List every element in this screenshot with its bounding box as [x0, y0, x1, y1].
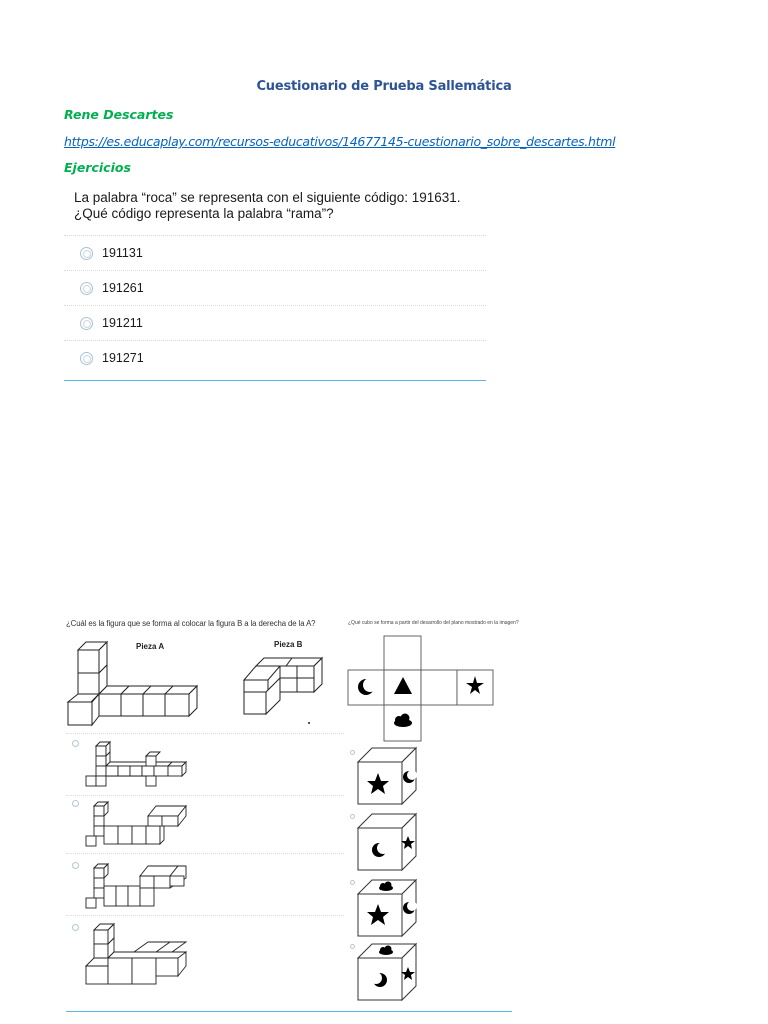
option-2[interactable] [64, 270, 486, 305]
quiz2-bottom-rule [66, 1011, 512, 1012]
radio-icon[interactable] [80, 247, 93, 260]
cube-option-c-radio[interactable] [350, 880, 355, 885]
cube-option-b[interactable] [356, 812, 420, 872]
option-label: 191211 [102, 316, 143, 330]
quiz-pieces [66, 619, 336, 628]
option-d-figure[interactable] [86, 920, 190, 988]
question-text: ¿Qué cubo se forma a partir del desarrollo del plano mostrado en la imagen? [348, 620, 519, 626]
piece-b-figure [242, 658, 324, 716]
cube-net-figure [348, 632, 494, 744]
radio-icon[interactable] [80, 317, 93, 330]
option-4[interactable] [64, 340, 486, 375]
option-b-radio[interactable] [72, 800, 79, 807]
option-3[interactable] [64, 305, 486, 340]
cube-option-b-radio[interactable] [350, 814, 355, 819]
option-label: 191131 [102, 246, 143, 260]
cube-option-a[interactable] [356, 746, 420, 806]
option-c-radio[interactable] [72, 862, 79, 869]
question-text: La palabra “roca” se representa con el siguiente código: 191631. ¿Qué código representa la palabra “rama”? [74, 190, 461, 221]
option-a-radio[interactable] [72, 740, 79, 747]
cube-option-a-radio[interactable] [350, 750, 355, 755]
quiz1-bottom-rule [64, 380, 486, 381]
source-link[interactable]: https://es.educaplay.com/recursos-educativos/14677145-cuestionario_sobre_descartes.html [64, 134, 616, 149]
option-label: 191261 [102, 281, 144, 295]
quiz-word-code [64, 190, 486, 365]
cube-option-d[interactable] [356, 942, 420, 1002]
radio-icon[interactable] [80, 352, 93, 365]
dot-mark [308, 722, 310, 724]
cube-option-d-radio[interactable] [350, 944, 355, 949]
author-heading: Rene Descartes [64, 107, 174, 122]
divider [66, 853, 344, 854]
section-heading: Ejercicios [64, 160, 131, 175]
piece-a-label: Pieza A [136, 642, 165, 651]
option-label: 191271 [102, 351, 144, 365]
divider [66, 915, 344, 916]
quiz-cube-net [348, 620, 519, 626]
option-d-radio[interactable] [72, 924, 79, 931]
question-text: ¿Cuál es la figura que se forma al colocar la figura B a la derecha de la A? [66, 619, 316, 628]
divider [66, 733, 344, 734]
piece-b-label: Pieza B [274, 640, 303, 649]
page-title: Cuestionario de Prueba Sallemática [256, 79, 512, 94]
cube-option-c[interactable] [356, 878, 420, 938]
radio-icon[interactable] [80, 282, 93, 295]
option-1[interactable] [64, 235, 486, 270]
option-c-figure[interactable] [86, 858, 190, 912]
divider [66, 795, 344, 796]
option-b-figure[interactable] [86, 798, 190, 850]
option-a-figure[interactable] [86, 738, 190, 790]
piece-a-figure [66, 638, 201, 728]
